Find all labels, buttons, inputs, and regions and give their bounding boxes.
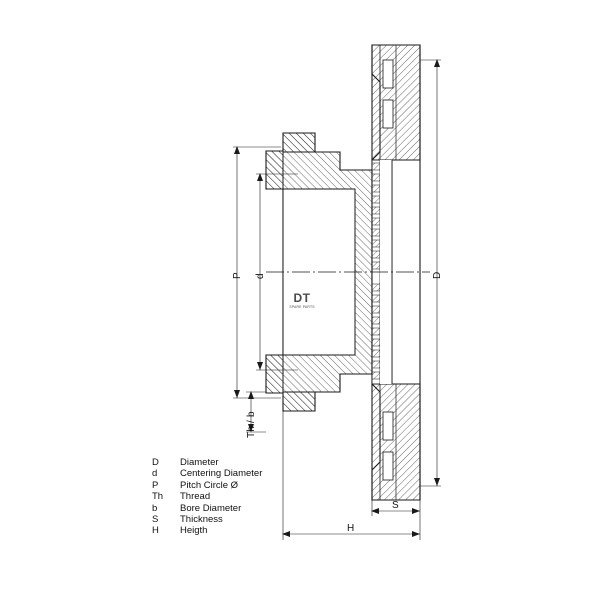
legend-row (152, 514, 382, 525)
disc-body (266, 45, 430, 500)
dim-label-H: H (347, 523, 355, 534)
legend-row (152, 480, 382, 491)
legend-symbol: P (152, 479, 159, 491)
flange-bottom-hatch (266, 355, 283, 393)
legend-row (152, 457, 382, 468)
legend (152, 457, 382, 537)
ring-window-bottom-a (383, 412, 393, 440)
dt-logo (283, 292, 321, 310)
legend-symbol: D (152, 457, 159, 468)
legend-symbol: H (152, 525, 159, 537)
dim-label-S: S (392, 500, 399, 511)
ring-window-bottom-b (383, 452, 393, 480)
legend-description: Bore Diameter (180, 502, 242, 514)
legend-description: Centering Diameter (180, 468, 263, 480)
bolt-boss-bottom-hatch (283, 392, 315, 411)
legend-description: Heigth (180, 525, 208, 537)
legend-symbol: b (152, 502, 158, 514)
ring-window-top-b (383, 100, 393, 128)
legend-row (152, 491, 382, 502)
dt-logo-sub: SPARE PARTS (289, 305, 315, 309)
dim-label-d: d (255, 273, 266, 279)
legend-row (152, 503, 382, 514)
legend-description: Pitch Circle Ø (180, 479, 239, 491)
legend-symbol: Th (152, 491, 164, 503)
legend-symbol: S (152, 514, 159, 526)
bolt-boss-top-hatch (283, 133, 315, 152)
dim-label-Th-b: Th / b (246, 411, 257, 438)
legend-row (152, 525, 382, 536)
ring-window-top-a (383, 60, 393, 88)
flange-top-hatch (266, 151, 283, 189)
legend-description: Thread (180, 491, 211, 503)
legend-description: Diameter (180, 457, 219, 468)
dim-label-D: D (432, 271, 443, 279)
legend-row (152, 468, 382, 479)
dt-logo-main: DT (293, 291, 311, 305)
legend-description: Thickness (180, 514, 223, 526)
legend-symbol: d (152, 468, 158, 480)
dim-label-P: P (232, 272, 243, 279)
